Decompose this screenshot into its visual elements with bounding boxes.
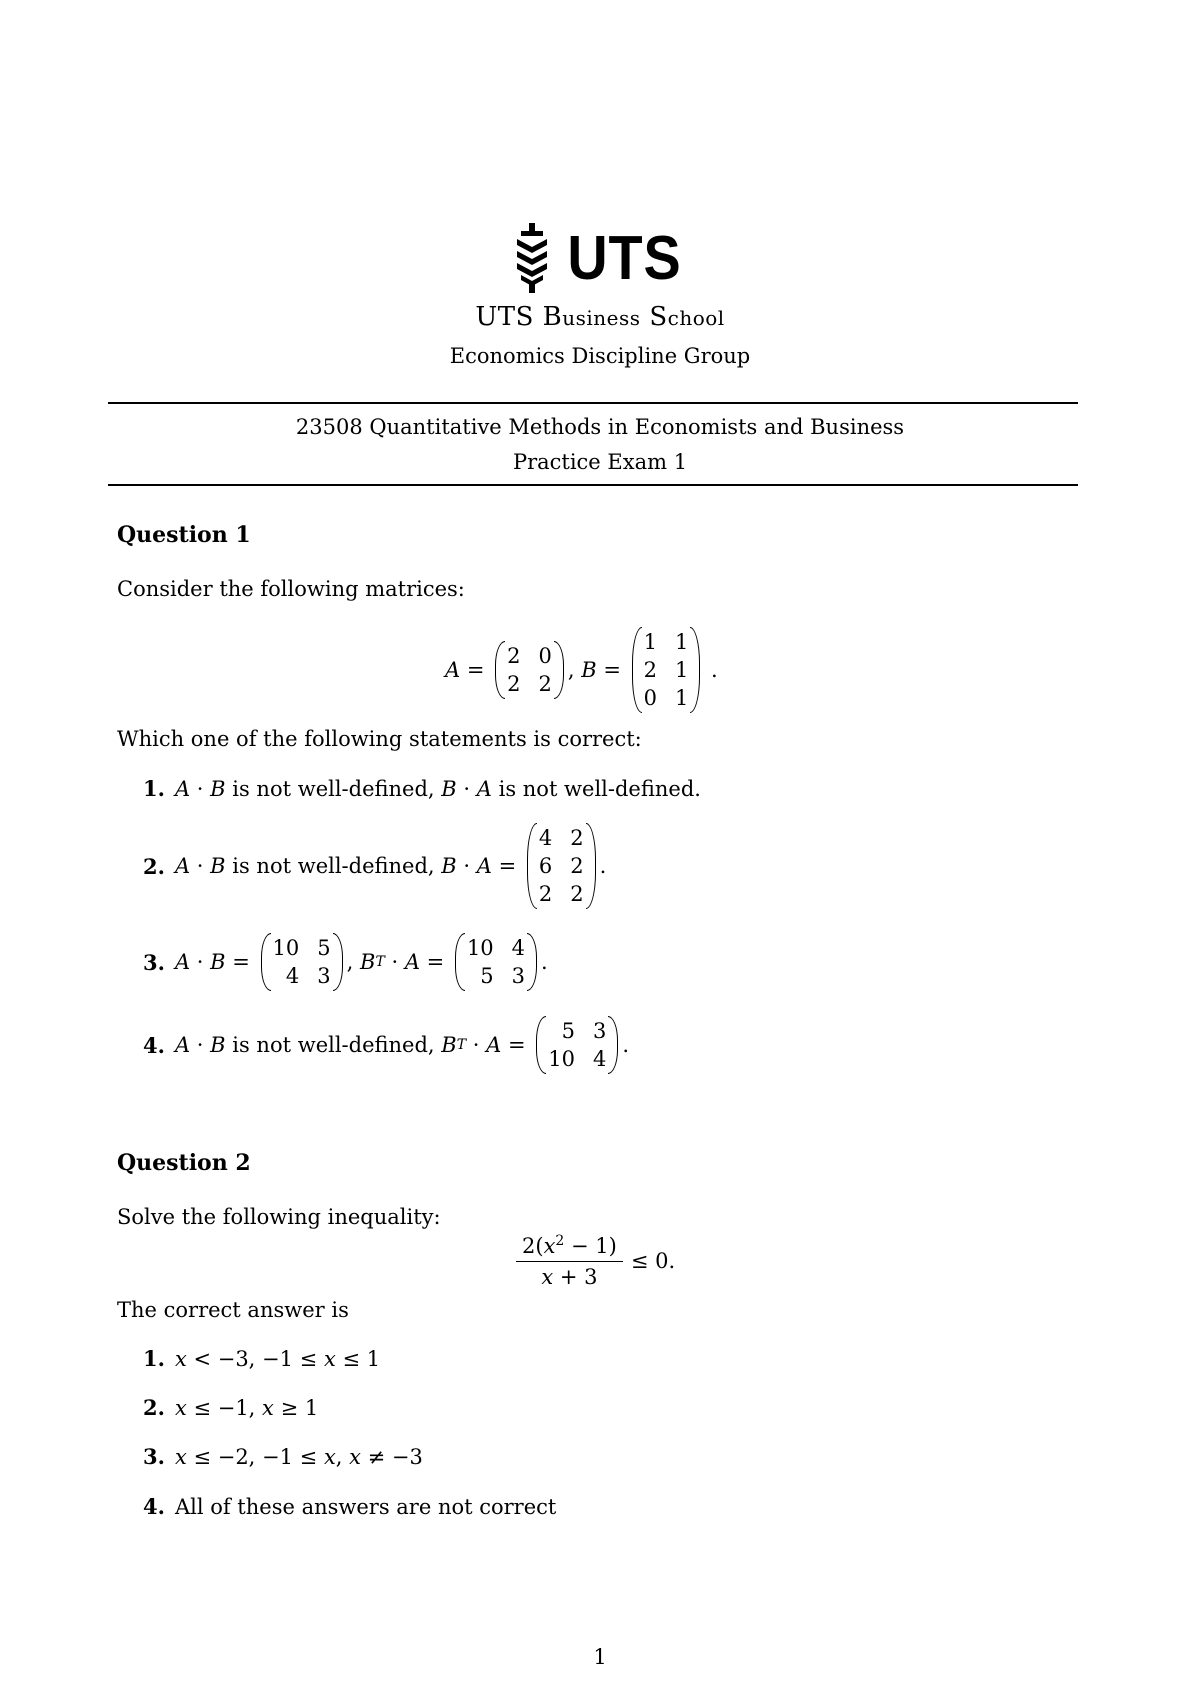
matrix-cell: 2 bbox=[538, 882, 553, 906]
option-number: 3. bbox=[143, 1444, 165, 1469]
matrix-a bbox=[495, 641, 564, 699]
matrix-cell: 10 bbox=[272, 936, 300, 960]
matrix-definitions: A = 2 0 2 2 , B = 1 1 2 1 0 1 . bbox=[445, 626, 718, 714]
q2-option-4 bbox=[143, 1494, 556, 1519]
option-number: 2. bbox=[143, 853, 165, 879]
option-number: 2. bbox=[143, 1395, 165, 1420]
matrix-cell: 4 bbox=[285, 964, 300, 988]
matrix-cell: 2 bbox=[507, 644, 521, 668]
matrix-cell: 1 bbox=[675, 686, 689, 710]
school-part: usiness bbox=[562, 306, 641, 330]
option-number: 3. bbox=[143, 949, 165, 975]
matrix-cell: 2 bbox=[570, 854, 584, 878]
matrix-cell: 2 bbox=[570, 882, 584, 906]
matrix-cells bbox=[546, 1016, 608, 1074]
matrix-cell: 1 bbox=[675, 630, 689, 654]
page-number: 1 bbox=[593, 1645, 607, 1669]
bottom-rule bbox=[108, 484, 1078, 486]
option-text: is not well-defined bbox=[498, 776, 695, 801]
discipline-group: Economics Discipline Group bbox=[449, 344, 751, 368]
matrix-cell: 2 bbox=[538, 672, 552, 696]
matrix-a-cells bbox=[505, 641, 554, 699]
inequality: $\frac{2(x^2 - 1)}{x + 3}$ ≤ 0. bbox=[516, 1233, 675, 1289]
question-1-intro: Consider the following matrices: bbox=[117, 577, 465, 601]
option-number: 1. bbox=[143, 1346, 165, 1371]
matrix-cells bbox=[465, 933, 527, 991]
matrix-cell: 5 bbox=[317, 936, 331, 960]
matrix-cell: 0 bbox=[538, 644, 552, 668]
option-number: 1. bbox=[143, 776, 165, 801]
q2-option-2: 2. x ≤ −1, x ≥ 1 bbox=[143, 1395, 319, 1420]
numerator: $2(x^2 - 1)$ bbox=[516, 1233, 623, 1262]
option-text: All of these answers are not correct bbox=[174, 1494, 557, 1519]
q2-option-3: 3. x ≤ −2, −1 ≤ x , x ≠ −3 bbox=[143, 1444, 423, 1469]
school-part: S bbox=[649, 302, 668, 332]
option-text: is not well-defined bbox=[232, 776, 428, 801]
school-part: UTS B bbox=[475, 302, 563, 332]
matrix-b bbox=[632, 627, 701, 713]
school-part: chool bbox=[667, 306, 725, 330]
q1-option-4: 4. A · B is not well-defined , B T · A = 5 3 10 4 . bbox=[143, 1015, 629, 1075]
q1-option-2: 2. A · B is not well-defined , B · A = 4 2 6 2 2 2 . bbox=[143, 822, 606, 910]
matrix-b-cells bbox=[642, 627, 691, 713]
school-name bbox=[0, 302, 1200, 332]
matrix-cell: 10 bbox=[548, 1047, 575, 1071]
option-text: is not well-defined bbox=[232, 1033, 428, 1057]
option-3-matrix-2 bbox=[455, 933, 537, 991]
matrix-cell: 0 bbox=[643, 686, 657, 710]
matrix-cell: 5 bbox=[480, 964, 494, 988]
matrix-cell: 2 bbox=[643, 658, 657, 682]
question-1-title: Question 1 bbox=[117, 522, 251, 548]
q2-option-1: 1. x < −3, −1 ≤ x ≤ 1 bbox=[143, 1346, 381, 1371]
option-text: is not well-defined bbox=[232, 854, 428, 878]
matrix-cell: 2 bbox=[570, 826, 584, 850]
option-3-matrix-1 bbox=[261, 933, 343, 991]
q1-option-1: 1. A · B is not well-defined , B · A is not well-defined . bbox=[143, 776, 701, 801]
matrix-cell: 5 bbox=[561, 1019, 575, 1043]
matrix-cell: 6 bbox=[538, 854, 553, 878]
fraction bbox=[516, 1233, 623, 1289]
matrix-cells bbox=[537, 823, 586, 909]
question-2-prompt: The correct answer is bbox=[117, 1298, 349, 1322]
option-number: 4. bbox=[143, 1494, 165, 1519]
matrix-cell: 3 bbox=[317, 964, 331, 988]
matrix-cell: 4 bbox=[511, 936, 526, 960]
option-2-matrix bbox=[527, 823, 596, 909]
math-var: B bbox=[581, 658, 597, 682]
matrix-cell: 4 bbox=[592, 1047, 607, 1071]
matrix-cell: 10 bbox=[466, 936, 494, 960]
question-2-title: Question 2 bbox=[117, 1150, 251, 1176]
matrix-cell: 2 bbox=[507, 672, 521, 696]
matrix-cell: 4 bbox=[538, 826, 553, 850]
logo-text: UTS bbox=[566, 223, 682, 293]
option-4-matrix bbox=[536, 1016, 618, 1074]
matrix-cells bbox=[271, 933, 333, 991]
matrix-cell: 3 bbox=[511, 964, 526, 988]
q1-option-3: 3. A · B = 10 5 4 3 , B T · A = 10 4 5 3 . bbox=[143, 932, 548, 992]
matrix-cell: 1 bbox=[643, 630, 657, 654]
matrix-cell: 1 bbox=[675, 658, 689, 682]
exam-title: Practice Exam 1 bbox=[512, 450, 688, 474]
uts-crest-icon bbox=[513, 223, 551, 293]
question-2-intro: Solve the following inequality: bbox=[117, 1205, 441, 1229]
course-title: 23508 Quantitative Methods in Economists and Business bbox=[295, 415, 905, 439]
math-var: A bbox=[445, 658, 461, 682]
matrix-cell: 3 bbox=[592, 1019, 607, 1043]
denominator: x + 3 bbox=[541, 1265, 598, 1289]
option-number: 4. bbox=[143, 1032, 165, 1058]
question-1-prompt: Which one of the following statements is correct: bbox=[117, 727, 642, 751]
uts-logo bbox=[0, 222, 1200, 294]
top-rule bbox=[108, 402, 1078, 404]
